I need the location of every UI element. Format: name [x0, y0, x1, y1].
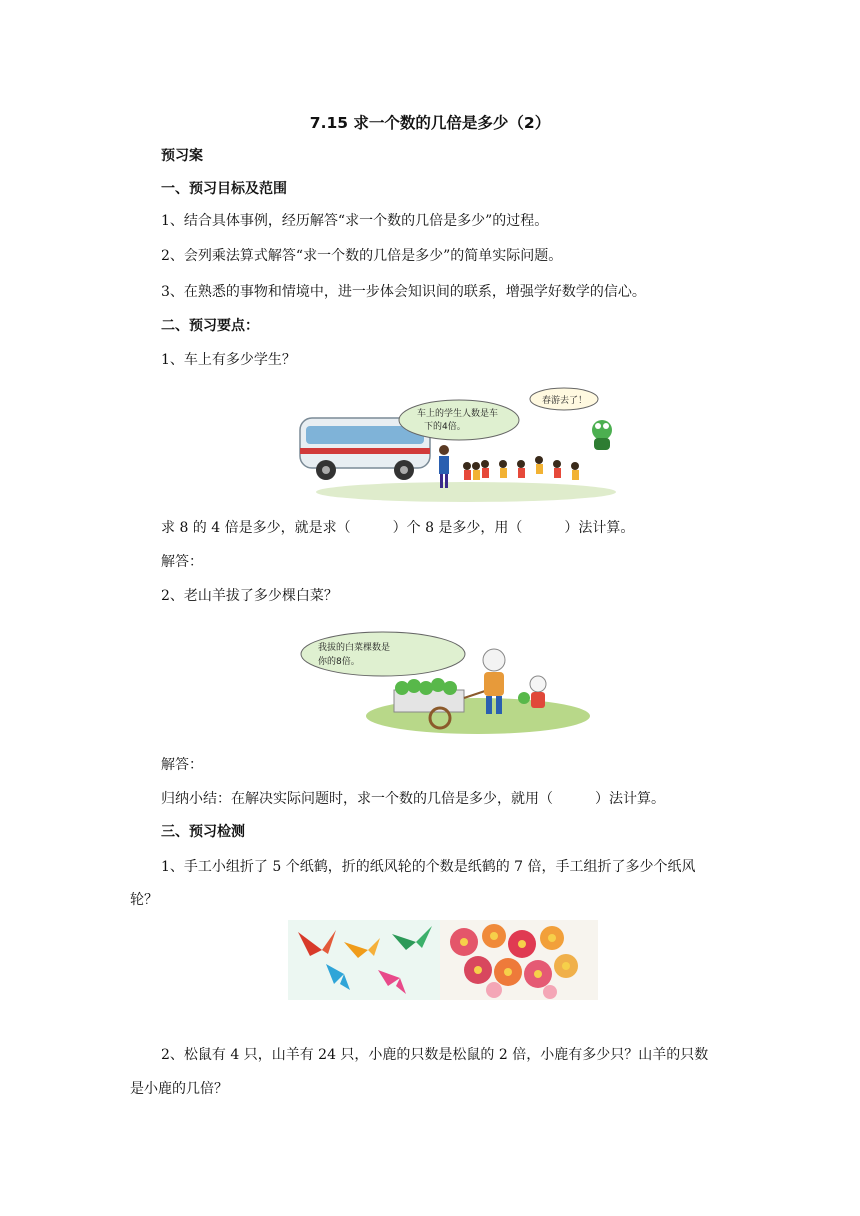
goal-item-1: 1、结合具体事例，经历解答“求一个数的几倍是多少”的过程。 [161, 213, 549, 229]
q1-line1: 1、手工小组折了 5 个纸鹤，折的纸风轮的个数是纸鹤的 7 倍，手工组折了多少个纸风 [161, 859, 696, 875]
answer-label-2: 解答： [161, 757, 203, 773]
goat-illustration [298, 628, 598, 736]
goat-bubble-line1: 我拔的白菜棵数是 [318, 643, 391, 653]
goal-item-3: 3、在熟悉的事物和情境中，进一步体会知识间的联系，增强学好数学的信心。 [161, 284, 646, 300]
answer-label-1: 解答： [161, 554, 203, 570]
part1-heading: 一、预习目标及范围 [161, 181, 287, 197]
page-title: 7.15 求一个数的几倍是多少（2） [309, 114, 551, 132]
bus-illustration [296, 384, 624, 504]
q2-line2: 是小鹿的几倍？ [130, 1081, 228, 1097]
bus-bubble-line2: 下的4倍。 [424, 422, 466, 432]
part2-heading: 二、预习要点： [161, 318, 259, 334]
goal-item-2: 2、会列乘法算式解答“求一个数的几倍是多少”的简单实际问题。 [161, 248, 563, 264]
bus-bubble-line1: 车上的学生人数是车 [417, 409, 499, 419]
frog-bubble: 春游去了！ [542, 396, 588, 406]
question-goat: 2、老山羊拔了多少棵白菜？ [161, 588, 338, 604]
section-preview: 预习案 [161, 148, 203, 164]
q2-line1: 2、松鼠有 4 只，山羊有 24 只，小鹿的只数是松鼠的 2 倍，小鹿有多少只？山羊的只数 [161, 1047, 709, 1063]
q1-line2: 轮？ [130, 892, 158, 908]
summary: 归纳小结：在解决实际问题时，求一个数的几倍是多少，就用（ ）法计算。 [161, 791, 665, 807]
question-bus: 1、车上有多少学生？ [161, 352, 296, 368]
goat-bubble-line2: 你的8倍。 [318, 657, 360, 667]
cranes-pinwheels-illustration [288, 920, 598, 1000]
fill-in-bus: 求 8 的 4 倍是多少，就是求（ ）个 8 是多少，用（ ）法计算。 [161, 520, 635, 536]
part3-heading: 三、预习检测 [161, 824, 245, 840]
